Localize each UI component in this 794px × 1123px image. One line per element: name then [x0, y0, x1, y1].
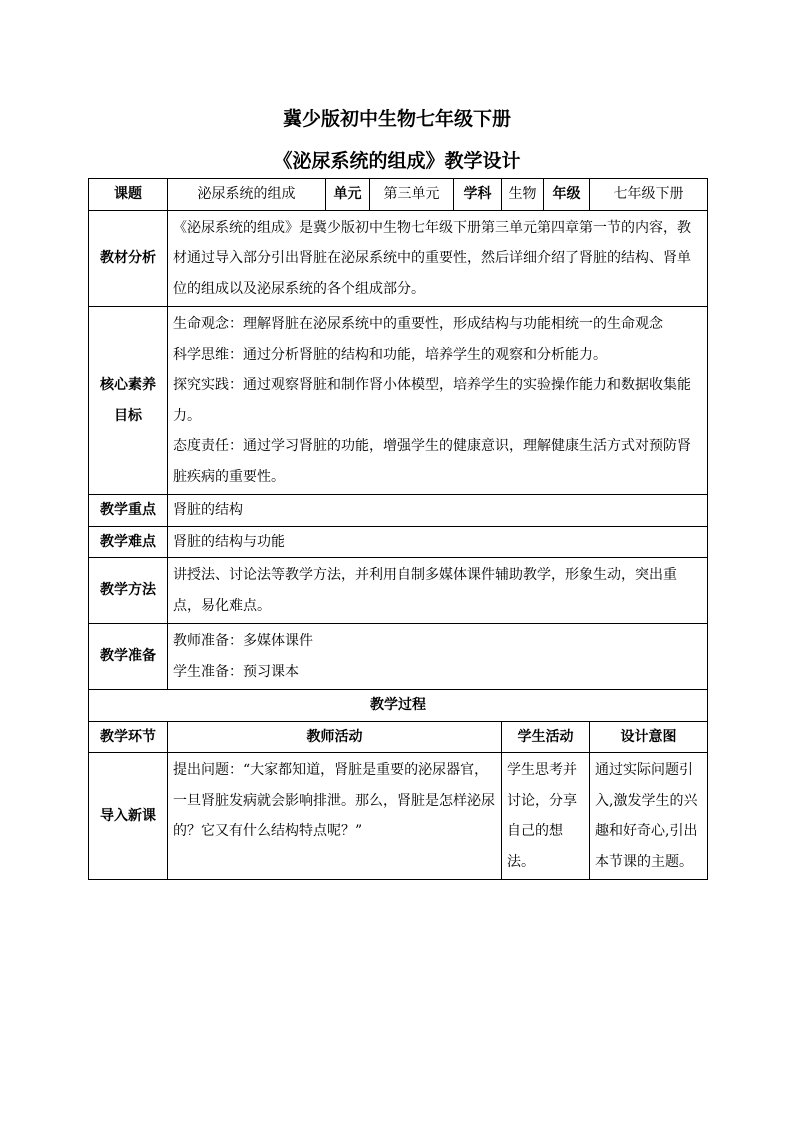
design-intent: 通过实际问题引入,激发学生的兴趣和好奇心,引出本节课的主题。 [590, 753, 708, 880]
goal-item: 探究实践：通过观察肾脏和制作肾小体模型，培养学生的实验操作能力和数据收集能力。 [173, 377, 691, 424]
process-title: 教学过程 [89, 690, 708, 722]
analysis-text: 《泌尿系统的组成》是冀少版初中生物七年级下册第三单元第四章第一节的内容，教材通过导入部分引出肾脏在泌尿系统中的重要性，然后详细介绍了肾脏的结构、肾单位的组成以及泌尿系统的各个组成部分。 [168, 210, 708, 307]
key-point-label: 教学重点 [89, 495, 168, 527]
goals-row [89, 307, 708, 495]
goals-label [89, 307, 168, 495]
topic-value: 泌尿系统的组成 [168, 179, 326, 211]
process-row [89, 753, 708, 880]
difficulty-row [89, 526, 708, 558]
method-label: 教学方法 [89, 558, 168, 624]
document-subtitle: 《泌尿系统的组成》教学设计 [273, 150, 521, 172]
header-student-activity: 学生活动 [502, 721, 590, 753]
analysis-label: 教材分析 [89, 210, 168, 307]
subject-label: 学科 [454, 179, 502, 211]
analysis-row [89, 210, 708, 307]
info-row [89, 179, 708, 211]
goals-label-text: 核心素养目标 [100, 377, 156, 424]
lesson-plan-table [88, 178, 708, 880]
unit-label: 单元 [326, 179, 370, 211]
header-design-intent: 设计意图 [590, 721, 708, 753]
teacher-preparation: 教师准备：多媒体课件 [173, 633, 313, 649]
goals-list [168, 307, 708, 495]
key-point-text: 肾脏的结构 [168, 495, 708, 527]
subject-value: 生物 [502, 179, 544, 211]
preparation-row [89, 624, 708, 690]
header-teacher-activity: 教师活动 [168, 721, 502, 753]
difficulty-text: 肾脏的结构与功能 [168, 526, 708, 558]
goal-item: 科学思维：通过分析肾脏的结构和功能，培养学生的观察和分析能力。 [173, 346, 607, 363]
process-title-row [89, 690, 708, 722]
student-preparation: 学生准备：预习课本 [173, 663, 299, 680]
grade-value: 七年级下册 [590, 179, 708, 211]
stage-name: 导入新课 [89, 753, 168, 880]
grade-label: 年级 [544, 179, 590, 211]
difficulty-label: 教学难点 [89, 526, 168, 558]
process-header-row [89, 721, 708, 753]
goal-item: 态度责任：通过学习肾脏的功能，增强学生的健康意识，理解健康生活方式对预防肾脏疾病的重要性。 [173, 438, 691, 485]
method-row [89, 558, 708, 624]
topic-label: 课题 [89, 179, 168, 211]
header-stage: 教学环节 [89, 721, 168, 753]
unit-value: 第三单元 [370, 179, 454, 211]
document-title: 冀少版初中生物七年级下册 [282, 108, 511, 130]
preparation-label: 教学准备 [89, 624, 168, 690]
teacher-activity: 提出问题：“大家都知道，肾脏是重要的泌尿器官，一旦肾脏发病就会影响排泄。那么，肾脏是怎样泌尿的？它又有什么结构特点呢？” [168, 753, 502, 880]
key-point-row [89, 495, 708, 527]
method-text: 讲授法、讨论法等教学方法，并利用自制多媒体课件辅助教学，形象生动，突出重点，易化难点。 [168, 558, 708, 624]
student-activity: 学生思考并讨论，分享自己的想法。 [502, 753, 590, 880]
goal-item: 生命观念：理解肾脏在泌尿系统中的重要性，形成结构与功能相统一的生命观念 [173, 316, 663, 332]
preparation-text [168, 624, 708, 690]
